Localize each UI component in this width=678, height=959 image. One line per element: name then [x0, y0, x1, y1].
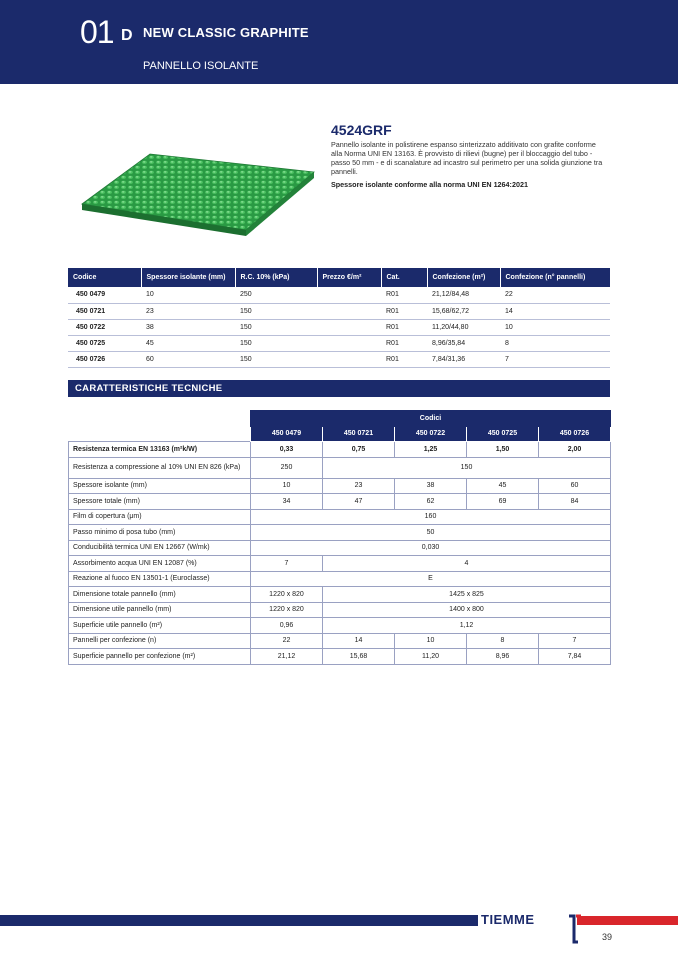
spec-row — [69, 649, 611, 665]
spec-label: Resistenza a compressione al 10% UNI EN 826 (kPa) — [69, 457, 251, 478]
codes-table — [68, 268, 611, 368]
spec-label: Superficie pannello per confezione (m²) — [69, 649, 251, 665]
spec-value: 1,25 — [395, 442, 467, 458]
spec-label: Assorbimento acqua UNI EN 12087 (%) — [69, 556, 251, 572]
spec-value: 38 — [395, 478, 467, 494]
spec-value: 0,75 — [323, 442, 395, 458]
table-cell: 45 — [141, 335, 235, 351]
spec-label: Dimensione utile pannello (mm) — [69, 602, 251, 618]
spec-row — [69, 478, 611, 494]
column-header: Prezzo €/m² — [317, 268, 381, 287]
spec-value: 8 — [467, 633, 539, 649]
table-row — [68, 351, 610, 367]
code-column-header: 450 0725 — [467, 426, 539, 442]
spec-row — [69, 442, 611, 458]
column-header: Confezione (n° pannelli) — [500, 268, 610, 287]
spec-label: Dimensione totale pannello (mm) — [69, 587, 251, 603]
codici-header: Codici — [251, 411, 611, 427]
code-column-header: 450 0722 — [395, 426, 467, 442]
table-cell: 250 — [235, 287, 317, 303]
page-subtitle: PANNELLO ISOLANTE — [143, 60, 259, 72]
tech-section-title: CARATTERISTICHE TECNICHE — [68, 380, 610, 397]
spec-value: 22 — [251, 633, 323, 649]
spec-value: 7 — [539, 633, 611, 649]
product-code-cell: 450 0479 — [68, 287, 141, 303]
spec-value: 7,84 — [539, 649, 611, 665]
spec-row — [69, 525, 611, 541]
spec-label: Conducibilità termica UNI EN 12667 (W/mk) — [69, 540, 251, 556]
table-cell — [317, 287, 381, 303]
column-header: Confezione (m²) — [427, 268, 500, 287]
spec-value: 60 — [539, 478, 611, 494]
spec-value: 7 — [251, 556, 323, 572]
spec-value: 15,68 — [323, 649, 395, 665]
table-cell: 10 — [500, 319, 610, 335]
column-header: Cat. — [381, 268, 427, 287]
table-cell: 7 — [500, 351, 610, 367]
spec-value: 69 — [467, 494, 539, 510]
spec-label: Passo minimo di posa tubo (mm) — [69, 525, 251, 541]
table-cell: R01 — [381, 335, 427, 351]
spec-value: 14 — [323, 633, 395, 649]
spec-value: 50 — [251, 525, 611, 541]
spec-value: 1,12 — [323, 618, 611, 634]
table-cell — [317, 303, 381, 319]
table-cell: 150 — [235, 351, 317, 367]
spec-row — [69, 602, 611, 618]
spec-label: Superficie utile pannello (m²) — [69, 618, 251, 634]
spec-label: Pannelli per confezione (n) — [69, 633, 251, 649]
spec-value: 160 — [251, 509, 611, 525]
table-row — [68, 335, 610, 351]
page-number: 39 — [602, 932, 613, 942]
table-cell: 8 — [500, 335, 610, 351]
spec-value: 150 — [323, 457, 611, 478]
product-code-cell: 450 0721 — [68, 303, 141, 319]
spec-value: 1,50 — [467, 442, 539, 458]
spec-value: 1400 x 800 — [323, 602, 611, 618]
table-cell: R01 — [381, 287, 427, 303]
spec-value: 0,030 — [251, 540, 611, 556]
pipe-icon — [568, 912, 582, 946]
spec-label: Resistenza termica EN 13163 (m²k/W) — [69, 442, 251, 458]
footer-accent-bar — [577, 916, 678, 925]
table-row — [68, 319, 610, 335]
table-row — [68, 303, 610, 319]
table-row — [68, 287, 610, 303]
column-header: R.C. 10% (kPa) — [235, 268, 317, 287]
spec-value: 4 — [323, 556, 611, 572]
spec-row — [69, 618, 611, 634]
spec-value: 34 — [251, 494, 323, 510]
table-cell: R01 — [381, 351, 427, 367]
spec-row — [69, 571, 611, 587]
spec-value: 2,00 — [539, 442, 611, 458]
spec-label: Film di copertura (μm) — [69, 509, 251, 525]
table-cell: 10 — [141, 287, 235, 303]
code-column-header: 450 0479 — [251, 426, 323, 442]
page-title: NEW CLASSIC GRAPHITE — [143, 25, 309, 40]
table-cell: 23 — [141, 303, 235, 319]
spec-value: 47 — [323, 494, 395, 510]
product-code-cell: 450 0722 — [68, 319, 141, 335]
table-cell: 11,20/44,80 — [427, 319, 500, 335]
spec-row — [69, 494, 611, 510]
spec-value: 21,12 — [251, 649, 323, 665]
table-cell: 7,84/31,36 — [427, 351, 500, 367]
table-cell: 38 — [141, 319, 235, 335]
table-cell: 14 — [500, 303, 610, 319]
blank-cell — [69, 426, 251, 442]
table-cell — [317, 335, 381, 351]
spec-row — [69, 587, 611, 603]
table-cell: R01 — [381, 303, 427, 319]
insulation-panel-image — [78, 150, 318, 238]
table-cell — [317, 319, 381, 335]
spec-value: 8,96 — [467, 649, 539, 665]
table-cell: 8,96/35,84 — [427, 335, 500, 351]
brand-logo: TIEMME — [481, 912, 535, 927]
codes-table-header — [68, 268, 610, 287]
tech-specs-table — [68, 410, 611, 665]
spec-label: Reazione al fuoco EN 13501-1 (Euroclasse) — [69, 571, 251, 587]
table-cell: 150 — [235, 319, 317, 335]
product-code-cell: 450 0726 — [68, 351, 141, 367]
spec-row — [69, 556, 611, 572]
table-cell: 150 — [235, 303, 317, 319]
blank-cell — [69, 411, 251, 427]
spec-row — [69, 633, 611, 649]
column-header: Spessore isolante (mm) — [141, 268, 235, 287]
section-letter: D — [121, 27, 133, 44]
spec-value: 250 — [251, 457, 323, 478]
table-cell: 150 — [235, 335, 317, 351]
spec-value: 10 — [251, 478, 323, 494]
page-header — [0, 0, 678, 84]
spec-label: Spessore totale (mm) — [69, 494, 251, 510]
column-header: Codice — [68, 268, 141, 287]
table-cell: 21,12/84,48 — [427, 287, 500, 303]
spec-value: 1425 x 825 — [323, 587, 611, 603]
product-code-cell: 450 0725 — [68, 335, 141, 351]
spec-value: E — [251, 571, 611, 587]
spec-row — [69, 540, 611, 556]
spec-value: 23 — [323, 478, 395, 494]
spec-value: 0,96 — [251, 618, 323, 634]
spec-row — [69, 457, 611, 478]
spec-value: 62 — [395, 494, 467, 510]
product-note: Spessore isolante conforme alla norma UNI EN 1264:2021 — [331, 180, 528, 189]
table-cell: 22 — [500, 287, 610, 303]
product-code: 4524GRF — [331, 122, 392, 138]
spec-value: 1220 x 820 — [251, 602, 323, 618]
spec-value: 0,33 — [251, 442, 323, 458]
spec-value: 11,20 — [395, 649, 467, 665]
spec-value: 84 — [539, 494, 611, 510]
table-cell — [317, 351, 381, 367]
table-cell: R01 — [381, 319, 427, 335]
table-cell: 60 — [141, 351, 235, 367]
spec-value: 45 — [467, 478, 539, 494]
product-description: Pannello isolante in polistirene espanso sinterizzato additivato con grafite conforme alla Norma UNI EN 13163. È provvisto di rilievi (bugne) per il bloccaggio del tubo - passo 50 mm - e di scanalature ad incastro sul perimetro per una solida giunzione tra pannelli. — [331, 140, 603, 176]
code-column-header: 450 0726 — [539, 426, 611, 442]
code-column-header: 450 0721 — [323, 426, 395, 442]
spec-row — [69, 509, 611, 525]
spec-value: 10 — [395, 633, 467, 649]
spec-value: 1220 x 820 — [251, 587, 323, 603]
table-cell: 15,68/62,72 — [427, 303, 500, 319]
spec-label: Spessore isolante (mm) — [69, 478, 251, 494]
section-number: 01 — [80, 14, 114, 50]
